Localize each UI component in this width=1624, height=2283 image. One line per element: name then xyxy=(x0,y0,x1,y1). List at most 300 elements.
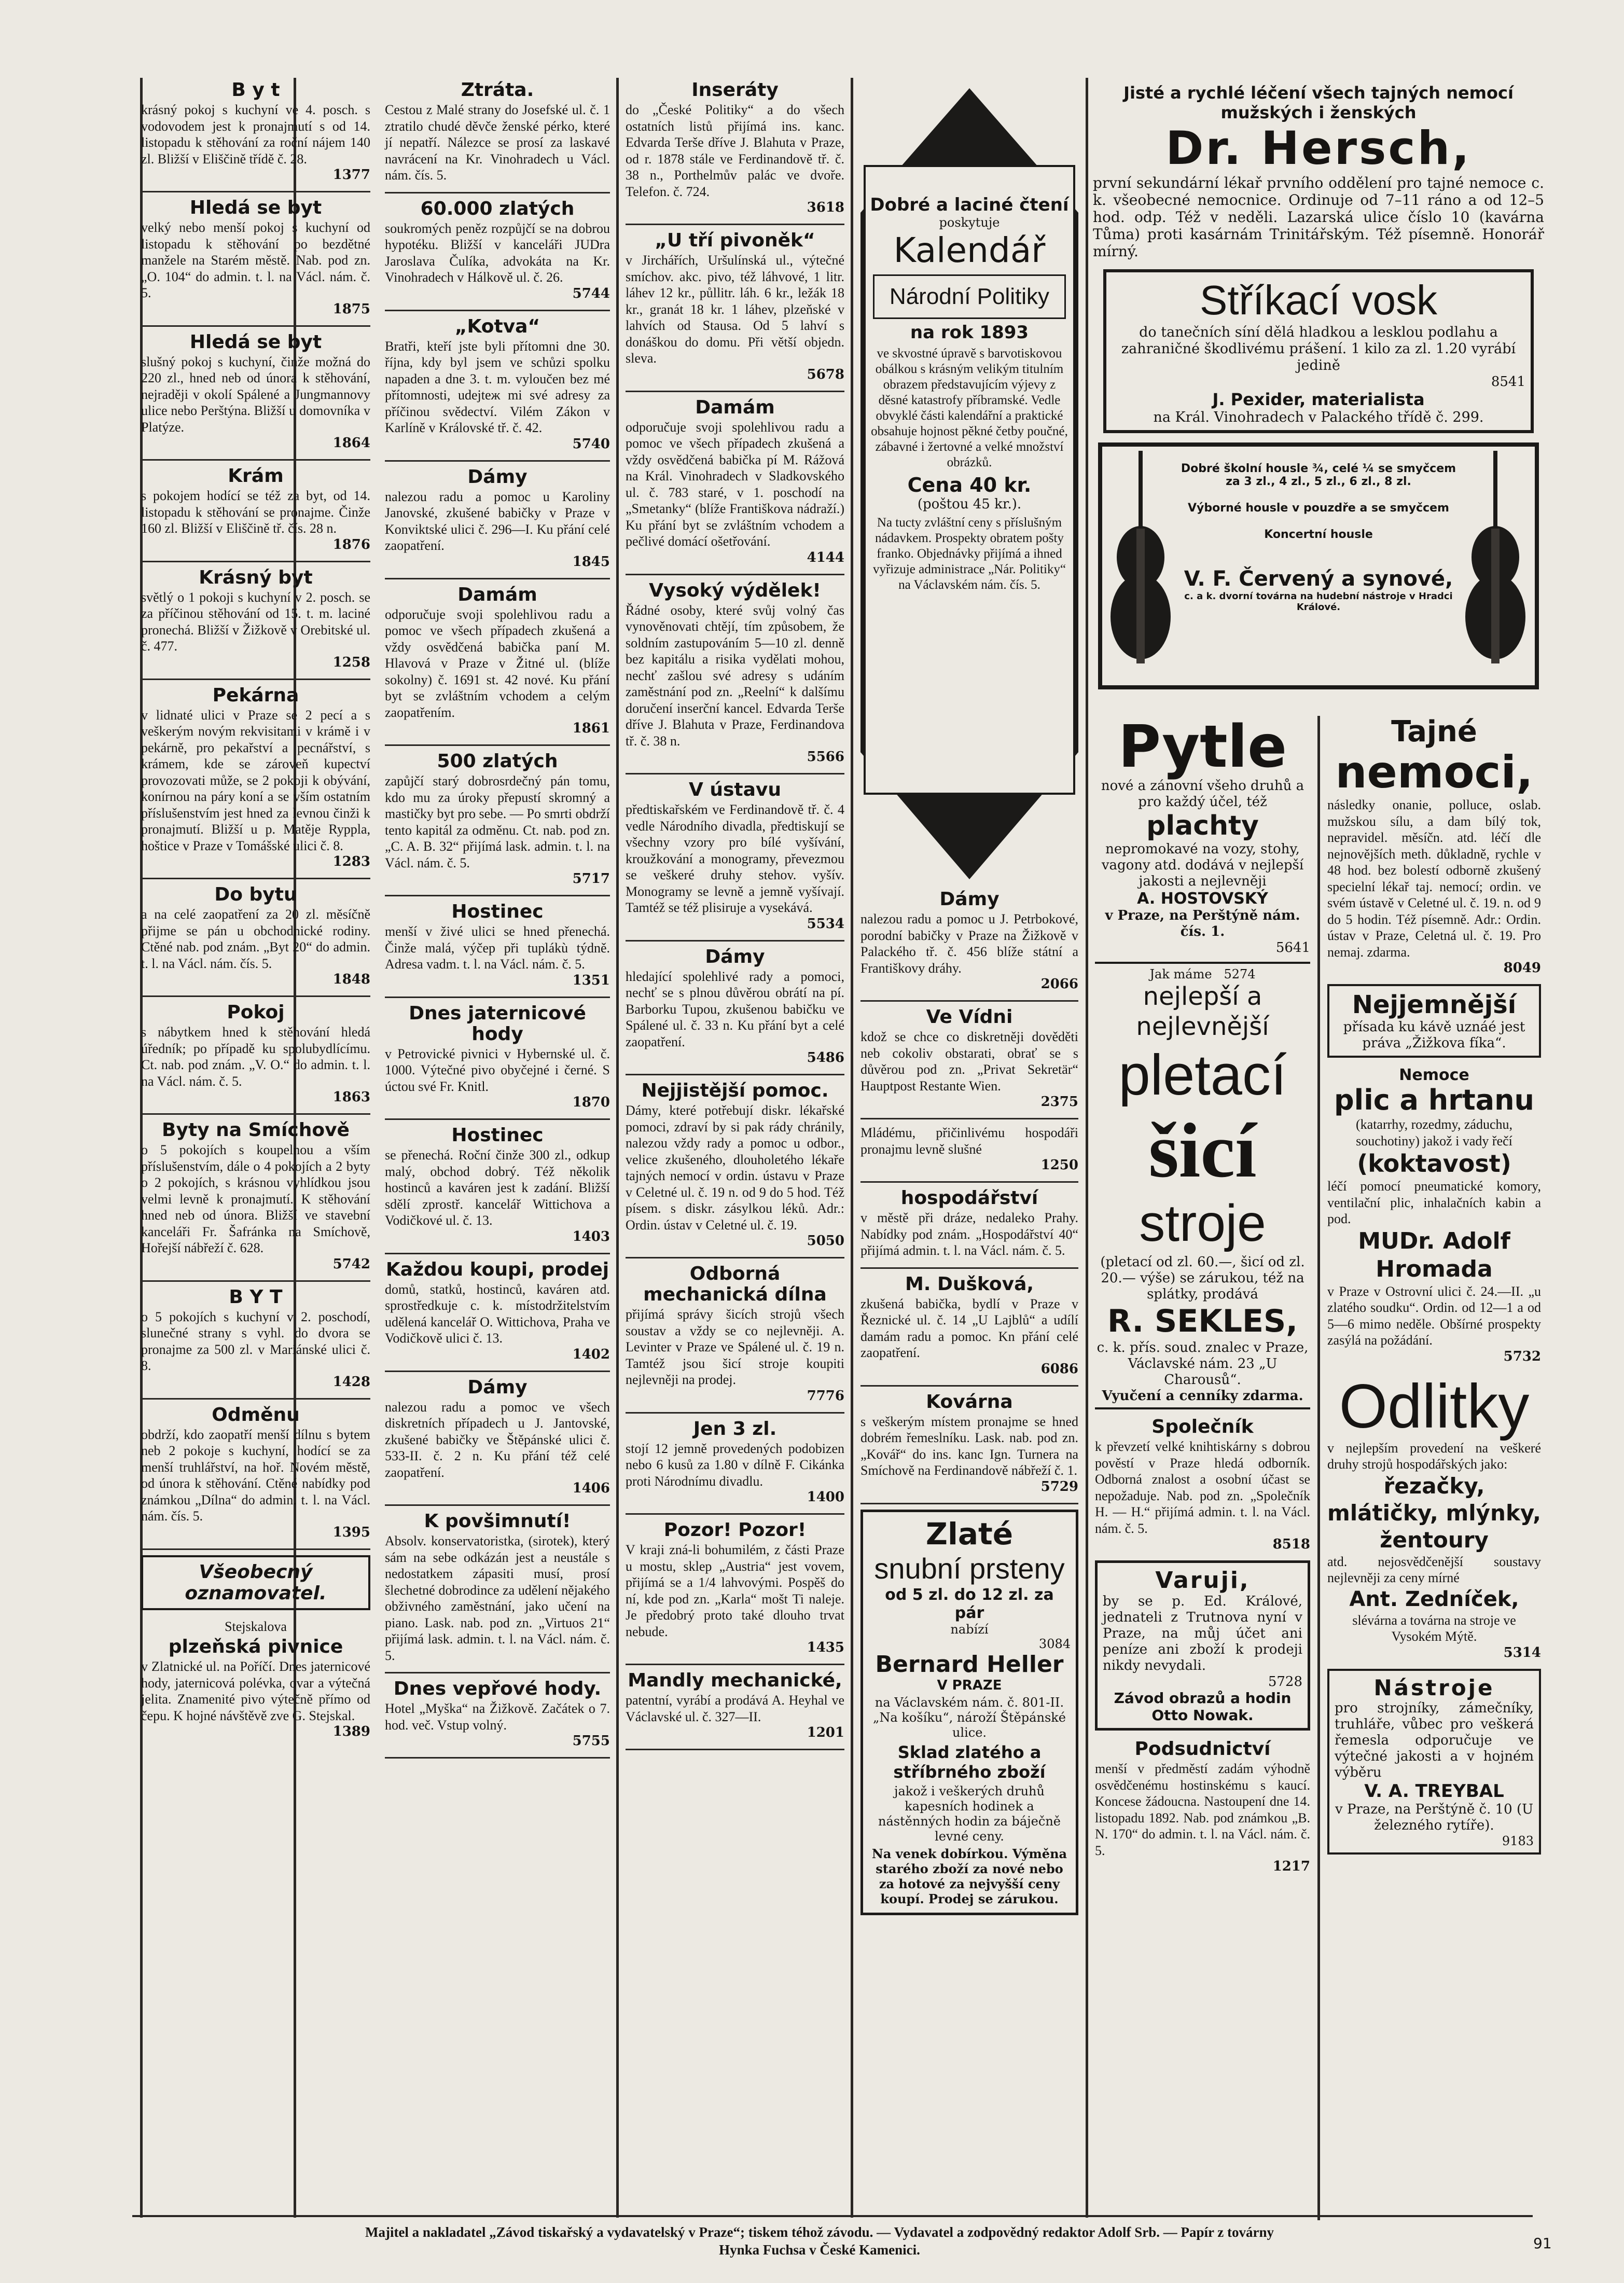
ad-body: Dámy, které potřebují diskr. lékařské pomoci, zdraví by si pak rády chránily, nalezou vždy rady a pomoc u odbor., velice zkušeného, dlouholetého lékaře tajných nemocí v ordin. ústavu v Praze v Celetné ul. č. 19 n. od 9 do 5 hod. Též písem. s diskr. zásylkou léků. Adr.: Ordin. ústav v Celetné ul. č. 19. xyxy=(626,1103,844,1233)
ad-title: Odborná mechanická dílna xyxy=(643,1263,827,1305)
ad-title: Krám xyxy=(228,465,284,487)
spolecnik-title: Společník xyxy=(1151,1416,1254,1437)
ad-body: zapůjčí starý dobrosrdečný pán tomu, kdo mu za úroky přepustí skromný a mastičky byt pro sebe. — Po smrti obdrží tento kapitál za odměnu. Ct. nab. pod zn. „C. A. B. 32“ přijímá lask. admin. t. l. na Václ. nám. č. 5. xyxy=(385,773,610,870)
classified-ad xyxy=(385,1125,610,1244)
nastroje-firm: V. A. TREYBAL xyxy=(1364,1780,1504,1802)
podsudnictvi-body: menší v předměstí zadám výhodně osvědčenému hostinskému s kaucí. Koncese žádoucna. Nastoupení dne 14. listopadu 1892. Nab. pod známkou „B. N. 170“ do admin. t. l. na Václ. nám. č. 5. xyxy=(1095,1761,1310,1858)
housle-line2: za 3 zl., 4 zl., 5 zl., 6 zl., 8 zl. xyxy=(1226,475,1411,488)
ad-number: 1864 xyxy=(332,435,370,451)
ad-body: se přenechá. Roční činže 300 zl., odkup malý, obchod dobrý. Též několik hostinců a kaváren jest k zadání. Bližší sdělí zprostř. kancelář Wittichova a Vodičkové ul. č. 13. xyxy=(385,1147,610,1228)
ad-separator xyxy=(385,1672,610,1673)
ad-separator xyxy=(385,1757,610,1759)
tajne-number: 8049 xyxy=(1503,960,1541,976)
general-announcer-box xyxy=(141,1555,370,1610)
classified-ad xyxy=(860,1274,1078,1377)
kalendar-content xyxy=(870,195,1069,596)
ad-body: stojí 12 jemně provedených podobizen nebo 6 kusů za 1.80 v dílně F. Cikánka proti Národnímu divadlu. xyxy=(626,1441,844,1489)
ad-number: 1250 xyxy=(1040,1157,1078,1173)
classified-ad xyxy=(860,889,1078,992)
ad-number: 6086 xyxy=(1040,1361,1078,1377)
classified-ad xyxy=(385,1377,610,1497)
ad-number: 5050 xyxy=(807,1233,844,1249)
spolecnik-ad xyxy=(1095,1417,1310,1552)
classified-ad xyxy=(860,1125,1078,1173)
ad-separator xyxy=(141,995,370,997)
pub-name: plzeňská pivnice xyxy=(168,1636,343,1657)
tajne-title1: Tajné xyxy=(1391,715,1477,749)
zlate-title: Zlaté xyxy=(925,1516,1014,1552)
varuji-firm: Závod obrazů a hodin Otto Nowak. xyxy=(1114,1690,1292,1724)
ad-body: v městě při dráze, nedaleko Prahy. Nabídky pod znám. „Hospodářství 40“ přijímá admin. t. l. na Václ. nám. č. 5. xyxy=(860,1210,1078,1258)
kalendar-title: Kalendář xyxy=(893,230,1046,270)
ad-number: 5486 xyxy=(807,1050,844,1066)
ad-separator xyxy=(626,773,844,774)
ad-body: odporučuje svoji spolehlivou radu a pomoc ve všech případech zkušená a vždy osvědčená babička pí M. Rážová na Král. Vinohradech v Sladkovského ul. č. 783 staré, v 1. poschodí na „Smetanky“ (blíže Františkova nádraží.) Ku přání byt se zvláštním vchodem a pečlivé domácí ošetřování. xyxy=(626,419,844,549)
ad-separator xyxy=(141,679,370,680)
classified-ad xyxy=(385,1003,610,1111)
kalendar-body: ve skvostné úpravě s barvotiskovou obálkou s krásným velikým titulním obrazem představujícím výjevy z děsné katastrofy příbramské. Vedle obvyklé části kalendářní a praktické obsahuje hojnost pěkné četby poučné, zábavné i žertovné a velké množství obrázků. xyxy=(871,347,1068,469)
ad-number: 1435 xyxy=(807,1640,844,1655)
ad-title: Damám xyxy=(457,584,537,605)
nastroje-address: v Praze, na Perštýně č. 10 (U železného rytíře). xyxy=(1335,1801,1533,1833)
ad-separator xyxy=(860,1385,1078,1387)
ad-number: 4144 xyxy=(807,549,844,565)
vosk-firm: J. Pexider, materialista xyxy=(1212,390,1425,409)
ad-body: o 5 pokojích s koupelnou a vším příslušenstvím, dále o 4 pokojích a 2 byty o 2 pokojích, s krásnou vyhlídkou jsou velmi levně k pronajmutí. K stěhování hned neb od února. Bližší ve stavební kanceláři Fr. Šafránka na Smíchově, Hořejší nábřeží č. 628. xyxy=(141,1142,370,1255)
nejjemnejsi-ad xyxy=(1327,984,1541,1058)
ad-separator xyxy=(860,1000,1078,1002)
ad-body: světlý o 1 pokoji s kuchyní v 2. posch. se za příčinou stěhování od 15. t. m. laciné pronechá. Bližší v Žižkově v Orebitské ul. č. 477. xyxy=(141,589,370,654)
classified-ad xyxy=(626,230,844,382)
ad-title: Jen 3 zl. xyxy=(693,1418,777,1440)
stroje-body: (pletací od zl. 60.—, šicí od zl. 20.— výše) se zárukou, též na splátky, prodává xyxy=(1100,1254,1305,1302)
hersch-body: první sekundární lékař prvního oddělení pro tajné nemoce c. k. všeobecné nemocnice. Ordinuje od 7–11 ráno a od 12–5 hod. odp. Též v neděli. Lazarská ulice číslo 10 (kavárna Tůma) proti kasárnám Trinitářským. Též písemně. Honorář mírný. xyxy=(1093,174,1544,260)
ad-separator xyxy=(385,744,610,746)
pub-heading: Stejskalova xyxy=(225,1618,287,1634)
ad-title: Do bytu xyxy=(214,884,297,905)
classified-ad xyxy=(385,1679,610,1749)
ad-separator xyxy=(385,1504,610,1506)
ad-separator xyxy=(141,561,370,562)
ad-title: Dámy xyxy=(467,466,528,488)
ad-body: Bratři, kteří jste byli přítomni dne 30. října, kdy byl jsem ve schůzi spolku napaden a dne 3. t. m. vyloučen bez mé přítomnosti, udejteж mi své adresy za příčinou svědectví. Vilém Zákon v Karlíně v Královské tř. č. 42. xyxy=(385,338,610,435)
pytle-firm: A. HOSTOVSKÝ xyxy=(1137,890,1268,908)
ad-body: Mládému, přičinlivému hospodáři pronajmu levně slušné xyxy=(860,1125,1078,1157)
stroje-top-text: Jak máme xyxy=(1149,967,1212,981)
imprint-line2: Hynka Fuchsa v České Kamenici. xyxy=(719,2242,920,2258)
kalendar-ad xyxy=(855,78,1084,887)
ad-title: Inseráty xyxy=(691,79,779,101)
vosk-ad xyxy=(1103,269,1534,433)
classified-ad xyxy=(385,80,610,184)
nejjemnejsi-title: Nejjemnější xyxy=(1352,990,1517,1019)
stroje-line4: stroje xyxy=(1139,1194,1266,1252)
ad-number: 1876 xyxy=(332,536,370,552)
varuji-body: by se p. Ed. Králové, jednateli z Trutnova nyní v Praze, na můj účet ani peníze ani zboží k prodeji nikdy nevydali. xyxy=(1103,1594,1302,1673)
classified-ad xyxy=(626,397,844,565)
ad-title: Kovárna xyxy=(926,1391,1013,1413)
spolecnik-number: 8518 xyxy=(1272,1537,1310,1552)
ad-body: s pokojem hodící se též za byt, od 14. listopadu k stěhování se pronajme. Činže 160 zl. Bližší v Eliščině tř. čís. 28 n. xyxy=(141,488,370,536)
ad-separator xyxy=(141,1548,370,1550)
ad-title: M. Dušková, xyxy=(905,1273,1034,1295)
ad-separator xyxy=(141,1398,370,1400)
pytle-plachty: plachty xyxy=(1146,810,1259,841)
ad-separator xyxy=(141,878,370,879)
classified-ad xyxy=(860,1188,1078,1259)
housle-line5: c. a k. dvorní továrna na hudební nástroje v Hradci Králové. xyxy=(1184,591,1453,613)
ad-title: Dnes vepřové hody. xyxy=(393,1678,602,1699)
ad-body: slušný pokoj s kuchyní, činže možná do 220 zl., hned neb od února k stěhování, nejraději v okolí Spálené a Jungmannovy ulice nebo Perštýna. Bližší u domovníka v Platýze. xyxy=(141,354,370,435)
ad-title: Hledá se byt xyxy=(189,331,322,353)
classified-ad xyxy=(626,1670,844,1740)
kalendar-extra: Na tucty zvláštní ceny s příslušným nádavkem. Prospekty obratem pošty franko. Objednávky přijímá a ihned vyřizuje administrace „Nár. Politiky“ na Václavském nám. čís. 5. xyxy=(872,516,1066,592)
ad-body: v lidnaté ulici v Praze se 2 pecí a s veškerým novým rekvisitami v krámě i v pekárně, pro pekařství a pecnářství, s krámem, kde se zároveň kupectví provozovati může, se 2 pokoji k obývání, konírnou na páry koní a se vším ostatním příslušenstvím jest hned za levnou činži k pronajmutí. Bližší u p. Matěje Ryppla, hoštice v Praze v Tomášské ulici č. 8. xyxy=(141,707,370,853)
ad-body: obdrží, kdo zaopatří menší dílnu s bytem neb 2 pokoje s kuchyní, hodící se za menší truhlářství, na hoř. Novém městě, od února k stěhování. Ctěné nabídky pod známkou „Dílna“ do admin. t. l. na Václ. nám. čís. 5. xyxy=(141,1427,370,1524)
ad-body: s veškerým místem pronajme se hned dobrém řemeslníku. Lask. nab. pod zn. „Kovář“ do ins. kanc Ign. Turnera na Smíchově na Ferdinandově nábřeží č. 1. xyxy=(860,1414,1078,1478)
classified-ad xyxy=(860,1392,1078,1495)
classified-ad xyxy=(626,1264,844,1404)
ad-number: 5717 xyxy=(572,871,610,887)
ad-separator xyxy=(385,1371,610,1372)
zlate-body: jakož i veškerých druhů kapesních hodinek a nástěnných hodin za báječně levné ceny. xyxy=(878,1783,1061,1844)
ad-separator xyxy=(626,224,844,225)
ad-separator xyxy=(626,391,844,392)
ad-title: Pokoj xyxy=(227,1002,285,1023)
classified-ad xyxy=(141,80,370,183)
ad-separator xyxy=(626,1513,844,1515)
nastroje-number: 9183 xyxy=(1502,1833,1534,1848)
ad-separator xyxy=(385,310,610,311)
violin-right-icon xyxy=(1462,451,1530,674)
ad-body: velký nebo menší pokoj s kuchyní od listopadu k stěhování po bezdětné manžele na Starém městě. Nab. pod zn. „O. 104“ do admin. t. l. na Václ. nám. č. 5. xyxy=(141,220,370,300)
podsudnictvi-title: Podsudnictví xyxy=(1134,1738,1271,1760)
column-2 xyxy=(378,78,617,2212)
imprint-footer xyxy=(135,2223,1504,2259)
ad-number: 1861 xyxy=(572,721,610,736)
ad-number: 5755 xyxy=(572,1733,610,1749)
ad-number: 1402 xyxy=(572,1346,610,1362)
vosk-number: 8541 xyxy=(1491,374,1525,390)
ad-title: Vysoký výdělek! xyxy=(649,579,821,601)
right-subcolumn-left xyxy=(1088,713,1317,1883)
ad-number: 5742 xyxy=(332,1256,370,1272)
ad-number: 1403 xyxy=(572,1228,610,1244)
column-4-ads xyxy=(853,889,1086,1504)
pytle-body: nové a zánovní všeho druhů a pro každý účel, též xyxy=(1101,778,1304,810)
ad-number: 1258 xyxy=(332,654,370,670)
pytle-body2: nepromokavé na vozy, stohy, vagony atd. dodává v nejlepší jakosti a nejlevněji xyxy=(1101,841,1304,889)
ad-body: přijímá správy šicích strojů všech soustav a vždy se co nejlevněji. A. Levinter v Praze ve Spálené ul. č. 19 n. Tamtéž jsou šicí stroje koupiti nejlevněji na prodej. xyxy=(626,1307,844,1387)
imprint-line1: Majitel a nakladatel „Závod tiskařský a vydavatelský v Praze“; tiskem téhož závodu. — Vydavatel a zodpovědný redaktor Adolf Srb. — Papír z továrny xyxy=(365,2224,1274,2240)
stroje-tail: Vyučení a cenníky zdarma. xyxy=(1102,1388,1303,1404)
housle-firm: V. F. Červený a synové, xyxy=(1184,567,1453,591)
ad-body: soukromých peněz rozpůjčí se na dobrou hypotéku. Bližší v kanceláři JUDra Jaroslava Čulíka, advokáta na Kr. Vinohradech v Hálkově ul. č. 26. xyxy=(385,220,610,285)
stroje-line2: pletací xyxy=(1118,1043,1287,1107)
kalendar-top: Dobré a laciné čtení xyxy=(870,195,1069,215)
ad-number: 2066 xyxy=(1040,976,1078,992)
ad-title: Ztráta. xyxy=(461,79,534,101)
ad-separator xyxy=(141,325,370,327)
plic-ad xyxy=(1327,1066,1541,1364)
plic-number: 5732 xyxy=(1503,1348,1541,1364)
ad-body: hledající spolehlivé rady a pomoci, nechť se s plnou důvěrou obrátí na pí. Barborku Tupou, zkušenou babičku ve Spálené ul. č. 33 n. Ku přání byt a celé zaopatření. xyxy=(626,968,844,1049)
plic-body2: léčí pomocí pneumatické komory, ventilační plic, inhalačních kabin a pod. xyxy=(1327,1179,1541,1226)
housle-line1: Dobré školní housle ¾, celé ¼ se smyčcem xyxy=(1181,462,1456,475)
ad-number: 2375 xyxy=(1040,1094,1078,1110)
stroje-number: 5274 xyxy=(1224,967,1256,981)
zlate-subtitle: snubní prsteny xyxy=(874,1552,1065,1585)
podsudnictvi-number: 1217 xyxy=(1272,1859,1310,1874)
plic-title: plic a hrtanu xyxy=(1334,1084,1534,1116)
odlitky-title: Odlitky xyxy=(1339,1371,1530,1441)
stroje-top xyxy=(1095,967,1310,981)
column-1-ads xyxy=(134,80,378,1550)
classified-ad xyxy=(141,1287,370,1390)
housle-line3: Výborné housle v pouzdře a se smyčcem xyxy=(1188,502,1449,515)
classified-ad xyxy=(626,1520,844,1655)
classified-ad xyxy=(385,585,610,737)
nastroje-title: Nástroje xyxy=(1373,1675,1495,1700)
ad-title: Dámy xyxy=(467,1376,528,1398)
ad-title: Damám xyxy=(695,396,775,418)
pub-ad xyxy=(141,1618,370,1740)
spolecnik-body: k převzetí velké knihtiskárny s dobrou pověstí v Praze hledá odborník. Odborná znalost a osobní účast se nepožaduje. Nab. pod zn. „Společník H. — H.“ přijímá admin. t. l. na Václ. nám. č. 5. xyxy=(1095,1439,1310,1536)
classified-ad xyxy=(385,316,610,452)
odlitky-body2: atd. nejosvědčenější soustavy nejlevněji za ceny mírné xyxy=(1327,1554,1541,1585)
ad-body: předtiskařském ve Ferdinandově tř. č. 4 vedle Národního divadla, předtiskují se všechny vzory pro bílé vyšívání, kroužkování a monogramy, převezmou se veškeré druhy stehov. vyšív. Monogramy se levně a jemně vyšívají. Tamtéž se též plisiruje a vysekává. xyxy=(626,802,844,915)
kalendar-title2: Národní Politiky xyxy=(873,274,1066,319)
ad-number: 5729 xyxy=(1040,1478,1078,1495)
classified-ad xyxy=(385,467,610,570)
ad-separator xyxy=(141,1113,370,1115)
ad-number: 1283 xyxy=(332,854,370,869)
violin-left-icon xyxy=(1107,451,1175,674)
ad-body: kdož se chce co diskretněji dověděti neb cokoliv obstarati, obrať se s důvěrou pod zn. „Privat Sekretär“ Hauptpost Restante Wien. xyxy=(860,1029,1078,1094)
nejjemnejsi-body: přísada ku kávě uznáé jest práva „Žižkova fíka“. xyxy=(1343,1019,1525,1051)
ad-title: Každou koupi, prodej xyxy=(385,1258,609,1280)
ad-number: 5744 xyxy=(572,285,610,301)
kalendar-postage: (poštou 45 kr.). xyxy=(917,496,1022,512)
stroje-ad xyxy=(1095,962,1310,1409)
ad-number: 1351 xyxy=(572,972,610,988)
stroje-line1: nejlepší a nejlevnější xyxy=(1136,982,1269,1041)
classified-ad xyxy=(141,466,370,552)
classified-ad xyxy=(141,1405,370,1540)
ad-body: menší v živé ulici se hned přenechá. Činže malá, výčep při tuplákù týdně. Adresa vadm. t. l. na Václ. nám. č. 5. xyxy=(385,924,610,972)
pub-number: 1389 xyxy=(332,1724,370,1739)
tajne-title2: nemoci, xyxy=(1335,746,1533,798)
ad-title: Dámy xyxy=(939,889,1000,910)
ad-separator xyxy=(385,1118,610,1120)
plic-body: (katarrhy, rozedmy, záduchu, souchotiny) jakož i vady řečí xyxy=(1356,1117,1512,1149)
ad-body: s nábytkem hned k stěhování hledá úředník; po případě ku spolubydlícímu. Ct. nab. pod znám. „V. O.“ do admin. t. l. na Václ. nám. č. 5. xyxy=(141,1025,370,1089)
plic-head: Nemoce xyxy=(1399,1066,1469,1084)
vosk-title: Stříkací vosk xyxy=(1200,277,1437,323)
zlate-tail: Na venek dobírkou. Výměna starého zboží za nové nebo za hotové za nejvyšší ceny koupí. Prodej se zárukou. xyxy=(871,1846,1067,1906)
kalendar-year: na rok 1893 xyxy=(910,322,1029,343)
ad-separator xyxy=(385,997,610,998)
ad-title: B Y T xyxy=(229,1286,283,1308)
zlate-shop: Sklad zlatého a stříbrného zboží xyxy=(893,1742,1046,1782)
ad-number: 7776 xyxy=(807,1388,844,1404)
ad-body: nalezou radu a pomoc u Karoliny Janovské, zkušené babičky v Praze v Konviktské ulici č. 296—I. Ku přání celé zaopatření. xyxy=(385,489,610,553)
classified-ad xyxy=(385,902,610,988)
stroje-line3: šicí xyxy=(1148,1108,1257,1194)
zlate-city: V PRAZE xyxy=(937,1677,1002,1693)
stroje-firm: R. SEKLES, xyxy=(1107,1303,1298,1339)
ad-body: odporučuje svoji spolehlivou radu a pomoc ve všech případech zkušená a vždy osvědčená babička paní M. Hlavová v Praze v Žitné ul. (blíže sokolny) č. 1691 st. 42 nové. Ku přání byt se zvláštním vchodem a celým zaopatřením. xyxy=(385,606,610,720)
nastroje-ad xyxy=(1327,1669,1541,1855)
ad-body: zkušená babička, bydlí v Praze v Řeznické ul. č. 14 „U Lajblů“ a udílí damám radu a pomoc. Kn přání celé zaopatření. xyxy=(860,1296,1078,1360)
ad-separator xyxy=(385,192,610,193)
zlate-prsteny-ad xyxy=(860,1510,1078,1915)
zlate-address: na Václavském nám. č. 801-II. „Na košíku“, nároží Štěpánské ulice. xyxy=(873,1695,1066,1740)
column-3 xyxy=(618,78,852,2212)
pub-body: v Zlatnické ul. na Poříčí. Dnes jaternicové hody, jaternicová polévka, ovar a výtečná jelita. Znamenité pivo výtečně přímo od čepu. K hojné návštěvě zve G. Stejskal. xyxy=(141,1659,370,1723)
ad-number: 1400 xyxy=(807,1489,844,1505)
right-subcolumn-right xyxy=(1320,716,1548,1863)
ad-number: 1870 xyxy=(572,1095,610,1110)
plic-doctor: MUDr. Adolf Hromada xyxy=(1358,1227,1510,1282)
ad-number: 5678 xyxy=(807,366,844,382)
ad-separator xyxy=(141,191,370,192)
ad-separator xyxy=(385,895,610,896)
pytle-number: 5641 xyxy=(1275,940,1310,956)
classified-ad xyxy=(141,198,370,317)
classified-ad xyxy=(385,199,610,301)
column-3-ads xyxy=(618,80,852,1750)
ad-separator xyxy=(626,1074,844,1075)
ad-body: a na celé zaopatření za 20 zl. měsíčně přijme se pán u obchodnické rodiny. Ctěné nab. pod znám. „Byt 20“ do admin. t. l. na Václ. nám. čís. 5. xyxy=(141,907,370,971)
odlitky-firm: Ant. Zedníček, xyxy=(1349,1587,1519,1611)
ad-separator xyxy=(385,1253,610,1254)
varuji-ad xyxy=(1095,1560,1310,1731)
ad-body: v Jirchářích, Uršulínská ul., výtečné smíchov. akc. pivo, též láhvové, 1 litr. láhev 12 kr., půllitr. láh. 6 kr., ležák 18 kr., granát 18 kr. 1 láhev, plzeňské v lahvích od Stausa. Od 5 lahví s donáškou do domu. Při větší objedn. sleva. xyxy=(626,253,844,366)
ad-title: hospodářství xyxy=(900,1187,1038,1209)
classified-ad xyxy=(385,1511,610,1664)
ad-title: Pozor! Pozor! xyxy=(663,1519,807,1541)
ad-title: K povšimnutí! xyxy=(424,1511,571,1532)
ad-number: 1848 xyxy=(332,972,370,987)
kalendar-sub: poskytuje xyxy=(939,215,1000,230)
zlate-offers: nabízí xyxy=(950,1622,989,1637)
odlitky-address: slévárna a továrna na stroje ve Vysokém Mýtě. xyxy=(1352,1612,1516,1644)
ad-separator xyxy=(626,1749,844,1750)
ad-body: patentní, vyrábí a prodává A. Heyhal ve Václavské ul. č. 327—II. xyxy=(626,1693,844,1724)
classified-ad xyxy=(626,1419,844,1505)
ad-title: Hledá se byt xyxy=(189,197,322,218)
ad-body: nalezou radu a pomoc ve všech diskretních případech u J. Jantovské, zkušené babičky ve Štěpánské ulici č. 533-II. č. 2 n. Ku přání též celé zaopatření. xyxy=(385,1399,610,1480)
varuji-number: 5728 xyxy=(1268,1674,1302,1690)
zlate-number: 3084 xyxy=(1038,1636,1071,1651)
ad-body: V kraji zná-li bohumilém, z části Praze u mostu, sklep „Austria“ jest vovem, přijímá se a 1/4 lahvovými. Pospěš do ní, kde pod zn. „Karla“ mošt Ti naleje. Je předobrý proto také dlouho trvat nebude. xyxy=(626,1542,844,1639)
ad-separator xyxy=(141,459,370,461)
ad-title: Hostinec xyxy=(451,1125,544,1146)
ad-title: Mandly mechanické, xyxy=(628,1670,842,1691)
hersch-ad xyxy=(1093,83,1544,260)
stroje-body2: c. k. přís. soud. znalec v Praze, Václavské nám. 23 „U Charousů“. xyxy=(1096,1340,1309,1388)
plic-body3: v Praze v Ostrovní ulici č. 24.—II. „u zlatého soudku“. Ordin. od 12—1 a od 5—6 mimo neděle. Obšírné prospekty zasýlá na požádání. xyxy=(1327,1283,1541,1348)
ad-number: 1377 xyxy=(332,167,370,183)
classified-ad xyxy=(141,1002,370,1105)
nastroje-body: pro strojníky, zámečníky, truhláře, vůbec pro veškerá řemesla odporučuje ve výtečné jakosti a v hojném výběru xyxy=(1335,1700,1534,1780)
page-mark: 91 xyxy=(1533,2235,1552,2252)
tajne-body: následky onanie, polluce, oslab. mužskou sílu, a dam bílý tok, nepravidel. měsíčn. atd. léčí dle nejnovějších meth. důkladně, rychle v 48 hod. bez bolestí odborně zkušený specielní lékař taj. nemocí; ordin. ve svém ústavě v Celetné ul. č. 19. n. od 9 do 5 hodin. Též písemně. Adr.: Ordin. ústav v Praze, Celetná ul. č. 19. Pro nemaj. zdarma. xyxy=(1327,797,1541,960)
ad-title: Dnes jaternicové hody xyxy=(409,1002,586,1045)
housle-line4: Koncertní housle xyxy=(1264,528,1373,541)
ad-title: Byty na Smíchově xyxy=(162,1119,350,1141)
ad-separator xyxy=(385,460,610,462)
ad-separator xyxy=(860,1503,1078,1504)
ad-number: 1395 xyxy=(332,1524,370,1540)
ad-number: 1863 xyxy=(332,1089,370,1105)
ad-number: 1201 xyxy=(807,1725,844,1740)
ad-number: 1845 xyxy=(572,554,610,570)
ad-body: v Petrovické pivnici v Hybernské ul. č. 1000. Výtečné pivo obyčejné i černé. S úctou své Fr. Knitl. xyxy=(385,1046,610,1094)
classified-ad xyxy=(626,1081,844,1249)
classified-ad xyxy=(626,947,844,1066)
classified-ad xyxy=(860,1007,1078,1110)
pytle-address: v Praze, na Perštýně nám. čís. 1. xyxy=(1105,908,1300,939)
classified-ad xyxy=(385,751,610,887)
column-1 xyxy=(134,78,378,2212)
classified-ad xyxy=(626,780,844,932)
vosk-address: na Král. Vinohradech v Palackého třídě č. 299. xyxy=(1153,409,1484,425)
hersch-head: Jisté a rychlé léčení všech tajných nemocí mužských i ženských xyxy=(1123,83,1514,122)
ad-body: Řádné osoby, které svůj volný čas vynověnovati chtějí, tím způsobem, že soldním zastupováním 5—10 zl. denně bez kapitálu a risika vydělati mohou, nechť zašlou své adresy s udáním zaměstnání pod zn. „Reelní“ k dalšímu doručení inserční kancel. Edvarda Terše dříve J. Blahuta v Praze, Ferdinandova tř. č. 38 n. xyxy=(626,602,844,749)
ad-number: 3618 xyxy=(807,200,844,215)
classified-ad xyxy=(385,1260,610,1362)
column-2-ads xyxy=(378,80,617,1759)
ad-number: 1875 xyxy=(332,301,370,317)
ad-body: o 5 pokojích s kuchyní v 2. poschodí, slunečné strany s vyhl. do dvora se pronajme za 500 zl. v Mariánské ulici č. 8. xyxy=(141,1309,370,1373)
ad-body: krásný pokoj s kuchyní ve 4. posch. s vodovodem jest k pronajmutí s od 14. listopadu k stěhování za roční nájem 140 zl. Bližší v Eliščině třídě č. 28. xyxy=(141,102,370,167)
ad-number: 5566 xyxy=(807,749,844,765)
classified-ad xyxy=(141,685,370,870)
ad-separator xyxy=(626,1664,844,1665)
ad-separator xyxy=(860,1267,1078,1269)
ad-title: „Kotva“ xyxy=(454,315,540,337)
ad-title: V ústavu xyxy=(688,779,782,800)
ad-body: Absolv. konservatoristka, (sirotek), který sám na sebe odkázán jest a neustále s nedostatkem zápasiti musí, prosí šlechetné dobrodince za udělení nějakého obživného zaměstnání, jako učení na piano. Lask. nab. pod zn. „Virtuos 21“ přijímá lask. admin. t. l. na Václ. nám. č. 5. xyxy=(385,1533,610,1663)
right-area xyxy=(1088,78,1549,2212)
announcer-title: Všeobecný oznamovatel. xyxy=(185,1561,327,1604)
ad-body: Hotel „Myška“ na Žižkově. Začátek o 7. hod. več. Vstup volný. xyxy=(385,1701,610,1733)
ad-title: Krásný byt xyxy=(199,566,313,588)
classified-ad xyxy=(141,884,370,987)
odlitky-machines: řezačky, mlátičky, mlýnky, žentoury xyxy=(1327,1473,1541,1553)
ad-title: Odměnu xyxy=(212,1404,300,1426)
zlate-price: od 5 zl. do 12 zl. za pár xyxy=(885,1585,1054,1622)
ad-number: 5534 xyxy=(807,916,844,932)
pytle-ad xyxy=(1095,713,1310,956)
hersch-name: Dr. Hersch, xyxy=(1165,121,1472,175)
podsudnictvi-ad xyxy=(1095,1739,1310,1874)
ad-title: „U tří pivoněk“ xyxy=(655,230,815,251)
ad-title: Dámy xyxy=(705,946,765,967)
ad-separator xyxy=(141,1280,370,1282)
plic-title2: (koktavost) xyxy=(1357,1150,1511,1178)
kalendar-price: Cena 40 kr. xyxy=(907,474,1032,496)
pytle-title: Pytle xyxy=(1118,713,1287,781)
ad-body: nalezou radu a pomoc u J. Petrbokové, porodní babičky v Praze na Žižkově v Palackého tř. č. 456 blíže státní a Františkovy dráhy. xyxy=(860,911,1078,976)
ad-body: do „České Politiky“ a do všech ostatních listů přijímá ins. kanc. Edvarda Terše dříve J. Blahuta v Praze, od r. 1878 stále ve Ferdinandově tř. č. 38 n., Porthelmův palác ve dvoře. Telefon. č. 724. xyxy=(626,102,844,199)
housle-ad xyxy=(1098,442,1539,689)
ad-separator xyxy=(626,1412,844,1414)
varuji-title: Varuji, xyxy=(1155,1567,1250,1594)
ad-number: 1406 xyxy=(572,1481,610,1496)
